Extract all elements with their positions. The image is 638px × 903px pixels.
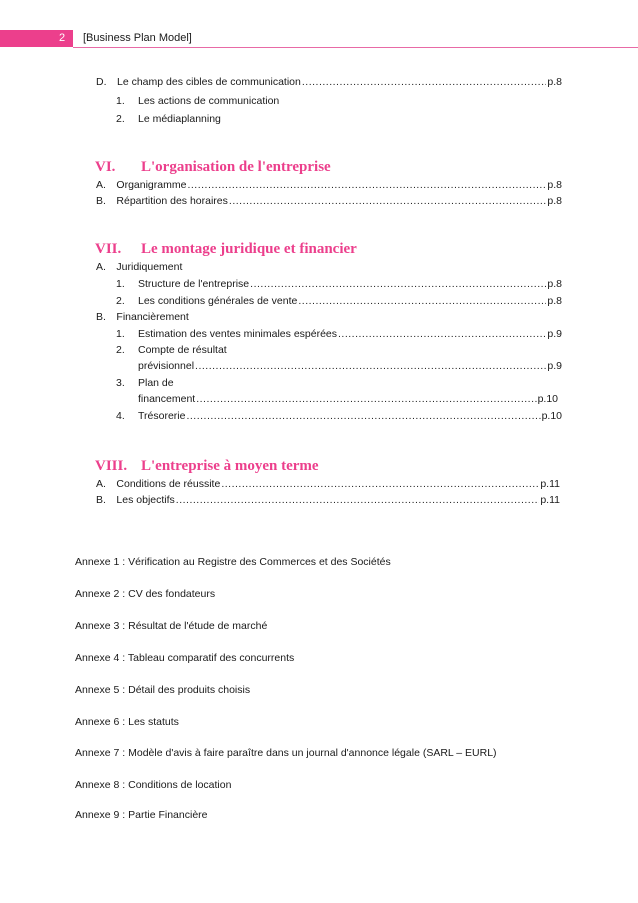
toc-label: A. Organigramme bbox=[96, 179, 187, 191]
annex-item[interactable]: Annexe 2 : CV des fondateurs bbox=[75, 588, 216, 600]
item-number: 1. bbox=[116, 278, 125, 290]
annex-item[interactable]: Annexe 4 : Tableau comparatif des concurrents bbox=[75, 652, 295, 664]
toc-entry[interactable] bbox=[116, 294, 562, 308]
toc-page: p.10 bbox=[537, 393, 558, 405]
page-number: 2 bbox=[59, 32, 66, 44]
section-heading-vi bbox=[95, 158, 331, 176]
toc-label: Estimation des ventes minimales espérées bbox=[138, 328, 338, 340]
toc-entry[interactable] bbox=[96, 194, 562, 208]
document-title: [Business Plan Model] bbox=[83, 32, 192, 44]
item-number: 1. bbox=[116, 95, 125, 107]
item-text: Le médiaplanning bbox=[138, 113, 221, 125]
section-numeral: VII. bbox=[95, 241, 122, 257]
toc-leader bbox=[338, 327, 546, 341]
section-title: L'organisation de l'entreprise bbox=[141, 159, 331, 175]
toc-item-start[interactable] bbox=[116, 343, 227, 357]
toc-label: Les conditions générales de vente bbox=[138, 295, 298, 307]
toc-leader bbox=[302, 75, 547, 89]
toc-label-cont: financement bbox=[138, 393, 196, 405]
item-number: 2. bbox=[116, 344, 125, 356]
item-number: 2. bbox=[116, 113, 125, 125]
toc-entry[interactable] bbox=[116, 327, 562, 341]
section-numeral: VI. bbox=[95, 159, 116, 175]
section-numeral: VIII. bbox=[95, 458, 128, 474]
annex-item[interactable]: Annexe 8 : Conditions de location bbox=[75, 779, 232, 791]
annex-item[interactable]: Annexe 6 : Les statuts bbox=[75, 716, 179, 728]
item-number: 3. bbox=[116, 377, 125, 389]
item-number: 2. bbox=[116, 295, 125, 307]
toc-entry[interactable] bbox=[116, 277, 562, 291]
toc-page: p.8 bbox=[547, 76, 562, 88]
toc-label: B. Répartition des horaires bbox=[96, 195, 228, 207]
annex-item[interactable]: Annexe 7 : Modèle d'avis à faire paraître dans un journal d'annonce légale (SARL – EURL) bbox=[75, 747, 497, 759]
page-number-badge bbox=[0, 30, 73, 47]
toc-entry[interactable] bbox=[96, 493, 560, 507]
section-heading-viii bbox=[95, 457, 319, 475]
annex-item[interactable]: Annexe 5 : Détail des produits choisis bbox=[75, 684, 251, 696]
item-number: 4. bbox=[116, 410, 125, 422]
annex-item[interactable]: Annexe 9 : Partie Financière bbox=[75, 809, 208, 821]
section-title: Le montage juridique et financier bbox=[141, 241, 357, 257]
toc-page: p.8 bbox=[547, 195, 562, 207]
toc-label: Plan de bbox=[138, 377, 174, 389]
toc-subitem[interactable] bbox=[116, 112, 221, 126]
toc-leader bbox=[298, 294, 546, 308]
toc-leader bbox=[229, 194, 546, 208]
toc-leader bbox=[186, 409, 540, 423]
toc-label-cont: prévisionnel bbox=[138, 360, 195, 372]
toc-page: p.11 bbox=[540, 478, 560, 490]
section-title: L'entreprise à moyen terme bbox=[141, 458, 319, 474]
toc-subitem[interactable] bbox=[116, 94, 279, 108]
toc-page: p.8 bbox=[547, 278, 562, 290]
toc-label: Structure de l'entreprise bbox=[138, 278, 250, 290]
annex-item[interactable]: Annexe 1 : Vérification au Registre des Commerces et des Sociétés bbox=[75, 556, 391, 568]
toc-label: D. Le champ des cibles de communication bbox=[96, 76, 301, 88]
item-number: 1. bbox=[116, 328, 125, 340]
toc-leader bbox=[187, 178, 546, 192]
toc-leader bbox=[250, 277, 546, 291]
toc-label: B. Les objectifs bbox=[96, 494, 175, 506]
item-text: Les actions de communication bbox=[138, 95, 280, 107]
toc-subheading[interactable]: B. Financièrement bbox=[96, 311, 189, 323]
header-rule bbox=[73, 47, 638, 48]
toc-page: p.11 bbox=[540, 494, 560, 506]
toc-entry[interactable] bbox=[96, 477, 560, 491]
toc-entry[interactable] bbox=[138, 359, 562, 373]
toc-entry[interactable] bbox=[116, 409, 562, 423]
toc-page: p.9 bbox=[547, 360, 562, 372]
toc-entry-d[interactable] bbox=[96, 75, 562, 89]
toc-entry[interactable] bbox=[138, 392, 558, 406]
toc-label: Trésorerie bbox=[138, 410, 186, 422]
toc-page: p.9 bbox=[547, 328, 562, 340]
annex-item[interactable]: Annexe 3 : Résultat de l'étude de marché bbox=[75, 620, 268, 632]
toc-leader bbox=[196, 392, 536, 406]
toc-leader bbox=[221, 477, 539, 491]
toc-label: Compte de résultat bbox=[138, 344, 227, 356]
toc-item-start[interactable] bbox=[116, 376, 174, 390]
toc-subheading[interactable]: A. Juridiquement bbox=[96, 261, 183, 273]
toc-page: p.10 bbox=[541, 410, 562, 422]
toc-leader bbox=[195, 359, 546, 373]
section-heading-vii bbox=[95, 240, 357, 258]
toc-leader bbox=[176, 493, 540, 507]
toc-page: p.8 bbox=[547, 295, 562, 307]
toc-entry[interactable] bbox=[96, 178, 562, 192]
toc-label: A. Conditions de réussite bbox=[96, 478, 221, 490]
toc-page: p.8 bbox=[547, 179, 562, 191]
